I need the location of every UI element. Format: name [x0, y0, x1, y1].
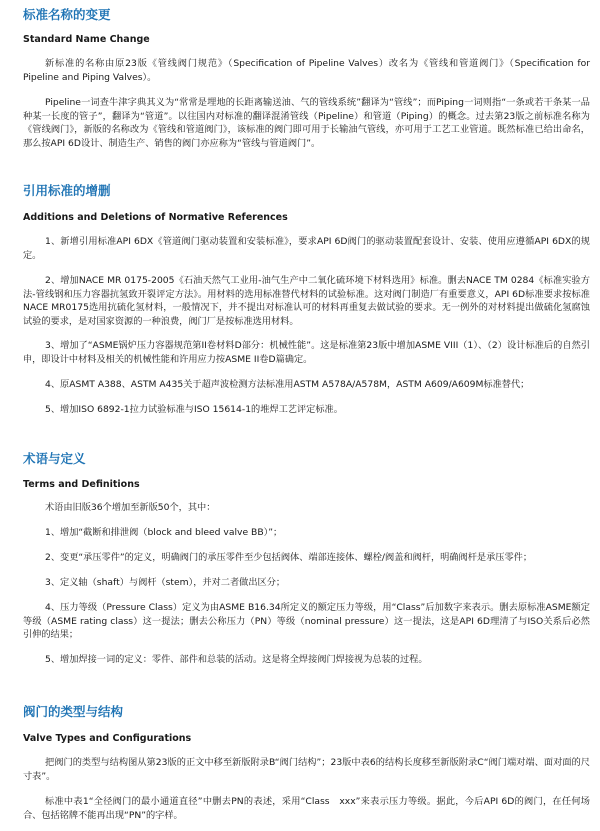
section-subtitle: Terms and Definitions [23, 479, 140, 490]
section-title: 引用标准的增删 [23, 183, 111, 198]
paragraph: 标准中表1“全径阀门的最小通道直径”中删去PN的表述，采用“Class xxx”来表示压力等级。据此，今后API 6D的阀门，在任何场合、包括铭牌不能再出现“PN”的字样。 [23, 796, 590, 821]
paragraph: 2、变更“承压零件”的定义，明确阀门的承压零件至少包括阀体、端部连接体、螺栓/阀盖和阀杆，明确阀杆是承压零件； [45, 552, 533, 563]
paragraph: 1、增加“截断和排泄阀（block and bleed valve BB）”； [45, 527, 283, 538]
paragraph: 5、增加ISO 6892-1拉力试验标准与ISO 15614-1的堆焊工艺评定标准。 [45, 404, 343, 415]
paragraph: 2、增加NACE MR 0175-2005《石油天然气工业用-油气生产中二氧化硫环境下材料选用》标准。删去NACE TM 0284《标准实验方法-管线钢和压力容器抗氢致开裂评定方法》。用材料的选用标准替代材料的试验标准。这对阀门制造厂有重要意义，API 6D标准要求按标准NACE MR0175选用抗硫化氢材料，一般情况下，并不提出对标准认可的材料再重复去做试验的要求。无一例外的对材料提出做硫化氢腐蚀试验的要求，是对国家资源的一种浪费，阀门厂是按标准选用材料。 [23, 275, 590, 327]
section-title: 标准名称的变更 [23, 7, 111, 22]
section-subtitle: Standard Name Change [23, 34, 150, 45]
section-title: 阀门的类型与结构 [23, 704, 124, 719]
paragraph: 4、原ASMT A388、ASTM A435关于超声波检测方法标准用ASTM A578A/A578M，ASTM A609/A609M标准替代； [45, 379, 530, 390]
paragraph: 4、压力等级（Pressure Class）定义为由ASME B16.34所定义的额定压力等级，用“Class”后加数字来表示。删去原标准ASME额定等级（ASME rating class）这一提法；删去公称压力（PN）等级（nominal pressure）这一提法，这是API 6D理清了与ISO关系后必然引伸的结果； [23, 602, 590, 640]
paragraph: 新标准的名称由原23版《管线阀门规范》（Specification of Pipeline Valves）改名为《管线和管道阀门》（Specification for Pipeline and Piping Valves）。 [23, 58, 590, 83]
paragraph: 3、增加了“ASME锅炉压力容器规范第II卷材料D部分：机械性能”。这是标准第23版中增加ASME VIII（1）、（2）设计标准后的自然引申，即设计中材料及相关的机械性能和许用应力按ASME II卷D篇确定。 [23, 340, 590, 365]
paragraph: 把阀门的类型与结构图从第23版的正文中移至新版附录B“阀门结构”；23版中表6的结构长度移至新版附录C“阀门端对端、面对面的尺寸表”。 [23, 757, 590, 782]
section-subtitle: Valve Types and Configurations [23, 733, 192, 744]
section-title: 术语与定义 [23, 451, 86, 466]
paragraph: Pipeline一词查牛津字典其义为“常常是埋地的长距离输送油、气的管线系统”翻译为“管线”；而Piping一词则指“一条或若干条某一品种某一长度的管子”，翻译为“管道”。以往国内对标准的翻译混淆管线（Pipeline）和管道（Piping）的概念。过去第23版之前标准名称为《管线阀门》，新版的名称改为《管线和管道阀门》，该标准的阀门即可用于长输油气管线，亦可用于工艺工业管道。既然标准已给出命名，那么按API 6D设计、制造生产、销售的阀门亦应称为“管线与管道阀门”。 [23, 97, 590, 149]
paragraph: 术语由旧版36个增加至新版50个，其中： [45, 502, 216, 513]
section-subtitle: Additions and Deletions of Normative References [23, 212, 288, 223]
paragraph: 5、增加焊接一词的定义：零件、部件和总装的活动。这是将全焊接阀门焊接视为总装的过程。 [45, 654, 428, 665]
paragraph: 1、新增引用标准API 6DX《管道阀门驱动装置和安装标准》，要求API 6D阀门的驱动装置配套设计、安装、使用应遵循API 6DX的规定。 [23, 236, 590, 261]
paragraph: 3、定义轴（shaft）与阀杆（stem），并对二者做出区分； [45, 577, 286, 588]
